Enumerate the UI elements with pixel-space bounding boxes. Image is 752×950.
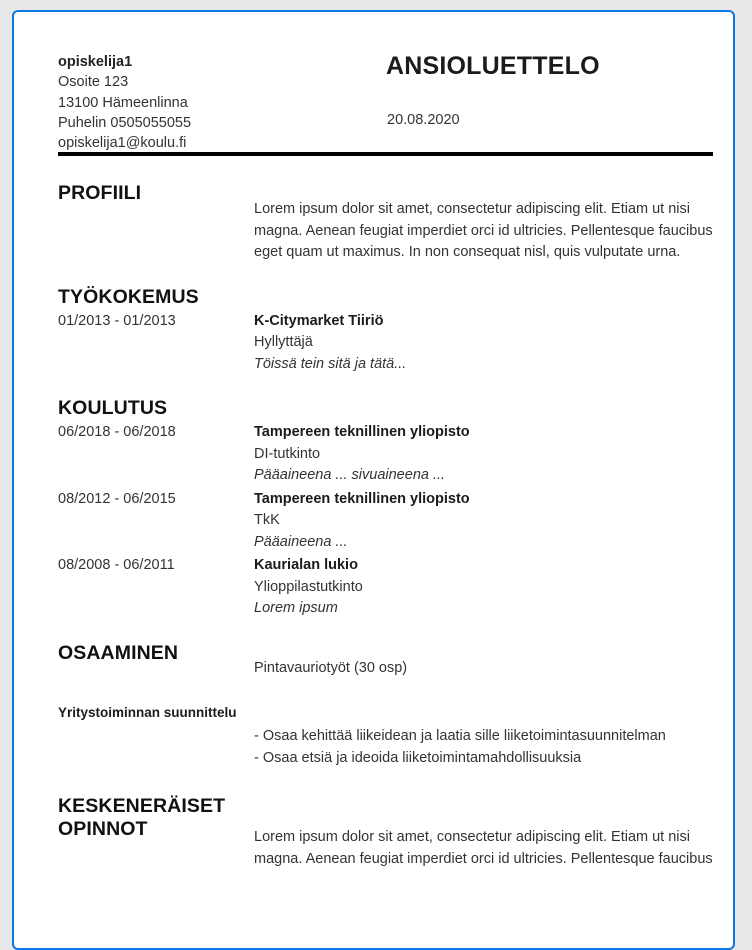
entry-note: Töissä tein sitä ja tätä...	[254, 355, 407, 372]
entry-organization: K-Citymarket Tiiriö	[254, 312, 384, 329]
skill-group	[14, 703, 733, 769]
skill-group-body	[254, 703, 733, 769]
section-profile	[14, 182, 733, 264]
education-entry	[58, 489, 717, 554]
skill-group-title: Yritystoiminnan suunnittelu	[58, 705, 237, 720]
entry-note: Pääaineena ...	[254, 533, 348, 550]
work-entries	[58, 311, 717, 376]
education-entry	[58, 422, 717, 487]
section-unfinished-body	[254, 795, 717, 870]
section-unfinished-studies	[14, 795, 733, 870]
contact-email: opiskelija1@koulu.fi	[58, 135, 187, 152]
contact-name: opiskelija1	[58, 54, 133, 70]
contact-address: Osoite 123	[58, 74, 129, 91]
entry-note: Lorem ipsum	[254, 600, 338, 616]
section-profile-title: PROFIILI	[58, 182, 142, 204]
entry-date: 08/2012 - 06/2015	[58, 490, 176, 507]
entry-role: Hyllyttäjä	[254, 334, 313, 350]
entry-organization: Kaurialan lukio	[254, 557, 358, 573]
page-title: ANSIOLUETTELO	[386, 52, 600, 80]
section-profile-body	[254, 182, 717, 264]
contact-phone: Puhelin 0505055055	[58, 114, 192, 131]
document-page	[12, 10, 735, 950]
education-entry	[58, 555, 717, 620]
work-entry	[58, 311, 717, 376]
entry-role: DI-tutkinto	[254, 445, 321, 462]
section-skills	[14, 642, 733, 680]
section-education	[14, 397, 733, 620]
unfinished-text: Lorem ipsum dolor sit amet, consectetur adipiscing elit. Etiam ut nisi magna. Aenean feugiat imperdiet orci id ultricies. Pellentesque faucibus	[254, 829, 713, 867]
education-entries	[58, 422, 717, 620]
section-unfinished-head	[58, 795, 254, 841]
entry-role: TkK	[254, 512, 280, 528]
document-date: 20.08.2020	[387, 112, 460, 128]
section-skills-title: OSAAMINEN	[58, 641, 179, 664]
section-education-title: KOULUTUS	[58, 397, 168, 419]
cv-document	[14, 12, 733, 870]
profile-text: Lorem ipsum dolor sit amet, consectetur adipiscing elit. Etiam ut nisi magna. Aenean feugiat imperdiet orci id ultricies. Pellentesque faucibus eget quam ut maximus. In non consequat nisl, quis vulputate urna.	[254, 201, 713, 260]
entry-body	[254, 489, 717, 554]
contact-block	[58, 52, 191, 153]
entry-body	[254, 422, 717, 487]
entry-body	[254, 555, 717, 620]
skill-lead: Pintavauriotyöt (30 osp)	[254, 659, 408, 676]
entry-note: Pääaineena ... sivuaineena ...	[254, 467, 446, 483]
document-header	[14, 12, 733, 152]
section-work	[14, 286, 733, 376]
section-profile-head	[58, 182, 254, 205]
entry-date: 08/2008 - 06/2011	[58, 557, 175, 573]
skill-bullet: - Osaa etsiä ja ideoida liiketoimintamahdollisuuksia	[254, 749, 582, 766]
entry-date: 01/2013 - 01/2013	[58, 312, 176, 329]
entry-role: Ylioppilastutkinto	[254, 578, 363, 595]
contact-postal: 13100 Hämeenlinna	[58, 94, 188, 111]
entry-body	[254, 311, 717, 376]
entry-organization: Tampereen teknillinen yliopisto	[254, 424, 470, 440]
section-unfinished-title: KESKENERÄISET OPINNOT	[58, 795, 226, 840]
section-work-title: TYÖKOKEMUS	[58, 285, 199, 308]
skill-bullet: - Osaa kehittää liikeidean ja laatia sille liiketoimintasuunnitelman	[254, 728, 666, 744]
section-skills-body	[254, 642, 717, 680]
section-skills-head	[58, 642, 254, 665]
entry-organization: Tampereen teknillinen yliopisto	[254, 490, 470, 507]
entry-date: 06/2018 - 06/2018	[58, 424, 176, 440]
